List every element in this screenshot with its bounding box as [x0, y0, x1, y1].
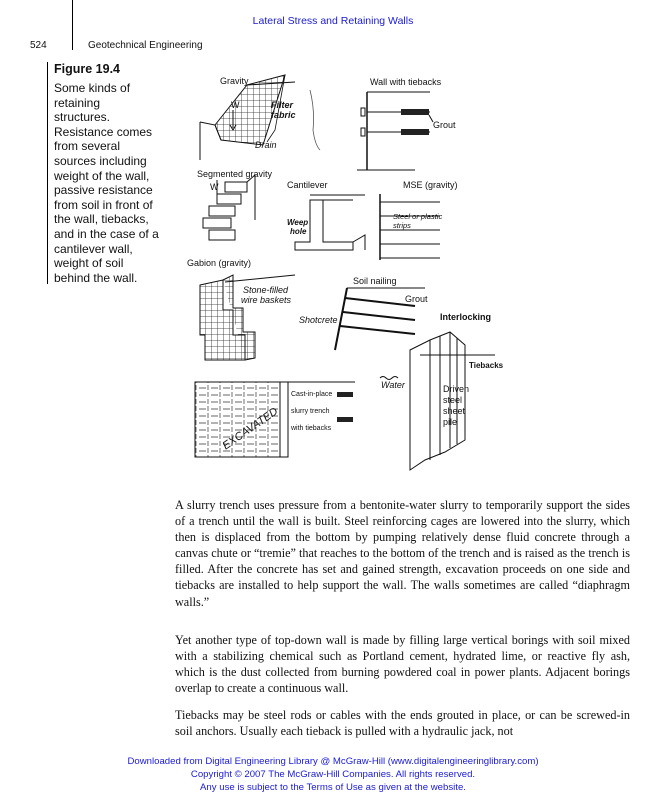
page-number: 524 [30, 40, 47, 51]
retaining-structures-figure [175, 70, 635, 480]
label-driven3: sheet [443, 406, 466, 416]
label-segmented: Segmented gravity [197, 169, 273, 179]
label-mse: MSE (gravity) [403, 180, 458, 190]
label-w2: W [210, 182, 219, 192]
label-cast3: with tiebacks [291, 425, 332, 432]
soil-nailing-diagram [299, 276, 428, 350]
label-weep1: Weep [287, 218, 309, 227]
label-filter1: Filter [271, 100, 294, 110]
label-soil-nailing: Soil nailing [353, 276, 397, 286]
label-stone1: Stone-filled [243, 285, 289, 295]
label-steel1: Steel or plastic [393, 212, 443, 221]
label-w1: W [231, 100, 240, 110]
label-water: Water [381, 380, 405, 390]
label-driven2: steel [443, 395, 463, 405]
sheet-pile-diagram [380, 312, 504, 470]
book-title: Geotechnical Engineering [88, 40, 203, 51]
label-gravity: Gravity [220, 76, 249, 86]
paragraph-top-down-wall: Yet another type of top-down wall is made by filling large vertical borings with soil mixed with a stabilizing chemical such as Portland cement, hydrated lime, or reactive fly ash, which is the dust collected from burning powdered coal in power plants. Adjacent borings overlap to create a continuous wall. [175, 633, 630, 696]
gabion-wall-diagram [187, 258, 295, 360]
label-cast1: Cast-in-place [291, 391, 333, 398]
cantilever-wall-diagram [287, 180, 365, 250]
paragraph-slurry-trench: A slurry trench uses pressure from a bentonite-water slurry to temporarily support the sides of a trench until the wall is built. Steel reinforcing cages are lowered into the slurry, which then is displaced from the bottom by pumping relatively dense fluid concrete through a canvas chute or “tremie” that reaches to the bottom of the trench and is raised as the trench is filled. After the concrete has set and gained strength, excavation proceeds on one side and tiebacks are installed to help support the wall. The walls sometimes are called “diaphragm walls.” [175, 498, 630, 609]
running-head: Lateral Stress and Retaining Walls [252, 15, 414, 27]
caption-rule [47, 62, 48, 284]
figure-label: Figure 19.4 [54, 62, 120, 76]
paragraph-tiebacks: Tiebacks may be steel rods or cables with the ends grouted in place, or can be screwed-in soil anchors. Usually each tieback is pulled with a hydraulic jack, not [175, 708, 630, 739]
segmented-gravity-diagram [197, 169, 273, 240]
wall-with-tiebacks-diagram [357, 77, 456, 170]
mse-wall-diagram [380, 180, 458, 260]
slurry-trench-diagram [195, 382, 355, 457]
label-weep2: hole [290, 227, 307, 236]
label-tiebacks: Tiebacks [469, 361, 504, 370]
label-filter2: fabric [271, 110, 296, 120]
figure-caption: Some kinds of retaining structures. Resistance comes from several sources including weight of the wall, passive resistance from soil in front of the wall, tiebacks, and in the case of a cantilever wall, weight of soil behind the wall. [54, 81, 159, 285]
footer-copyright: Copyright © 2007 The McGraw-Hill Companies. All rights reserved. [190, 769, 476, 780]
gravity-wall-diagram [200, 75, 320, 160]
header-rule [72, 0, 73, 50]
label-cantilever: Cantilever [287, 180, 328, 190]
label-interlocking: Interlocking [440, 312, 492, 322]
label-drain: Drain [255, 140, 277, 150]
label-driven1: Driven [443, 384, 470, 394]
label-wall-tiebacks: Wall with tiebacks [370, 77, 442, 87]
footer-download-notice: Downloaded from Digital Engineering Library @ McGraw-Hill (www.digitalengineeringlibrary.com) [127, 756, 539, 767]
label-excavated: EXCAVATED [220, 405, 281, 453]
label-grout2: Grout [405, 294, 428, 304]
footer-terms: Any use is subject to the Terms of Use as given at the website. [200, 782, 466, 793]
label-driven4: pile [443, 417, 458, 427]
label-grout1: Grout [433, 120, 456, 130]
label-steel2: strips [393, 221, 411, 230]
label-gabion: Gabion (gravity) [187, 258, 252, 268]
label-shotcrete: Shotcrete [299, 315, 338, 325]
label-cast2: slurry trench [291, 408, 330, 415]
label-stone2: wire baskets [241, 295, 292, 305]
